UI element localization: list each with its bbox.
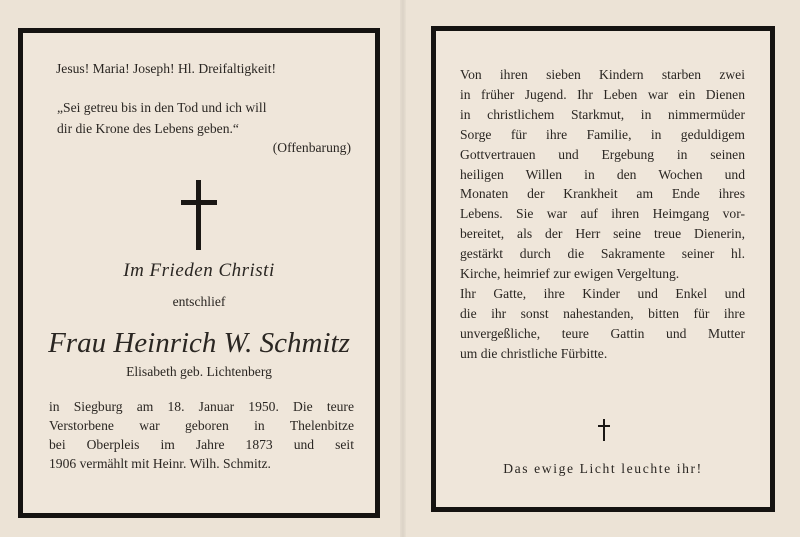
page-fold [400, 0, 406, 537]
life-line: gestärkt durch die Sakramente seiner hl. [460, 246, 745, 262]
life-line: unvergeßliche, teure Gattin und Mutter [460, 325, 745, 341]
closing-prayer: Das ewige Licht leuchte ihr! [503, 461, 703, 476]
life-line: Lebens. Sie war auf ihren Heimgang vor- [460, 206, 745, 222]
biography-paragraph [49, 397, 354, 473]
life-line: in früher Jugend. Ihr Leben war ein Dienen [460, 86, 745, 102]
quote-source: (Offenbarung) [272, 140, 351, 155]
life-line: Von ihren sieben Kindern starben zwei [460, 67, 745, 82]
died-word: entschlief [172, 294, 226, 309]
life-line: die ihr sonst nahestanden, bitten für ihre [460, 305, 745, 321]
life-line: Sorge für ihre Familie, in geduldigem [460, 126, 745, 142]
cross-icon [181, 180, 217, 250]
life-line: Gottvertrauen und Ergebung in seinen [460, 146, 745, 162]
life-line: um die christliche Fürbitte. [460, 345, 608, 361]
life-line: Kirche, heimrief zur ewigen Vergeltung. [460, 266, 680, 282]
right-card [431, 26, 775, 512]
life-line: bereitet, als der Herr seine treue Dienerin, [460, 226, 745, 242]
invocation: Jesus! Maria! Joseph! Hl. Dreifaltigkeit! [56, 61, 277, 76]
biography-line: bei Oberpleis im Jahre 1873 und seit [49, 437, 354, 452]
quote-line: „Sei getreu bis in den Tod und ich will [57, 100, 267, 115]
biography-line: Verstorbene war geboren in Thelenbitze [49, 418, 354, 433]
life-line: Ihr Gatte, ihre Kinder und Enkel und [460, 285, 745, 301]
bible-quote [57, 97, 347, 139]
life-line: in christlichem Starkmut, in nimmermüder [460, 106, 745, 122]
birth-name: Elisabeth geb. Lichtenberg [126, 364, 272, 379]
quote-line: dir die Krone des Lebens geben.“ [57, 121, 239, 136]
deceased-name: Frau Heinrich W. Schmitz [48, 327, 350, 359]
left-card [18, 28, 380, 518]
biography-line: in Siegburg am 18. Januar 1950. Die teure [49, 399, 354, 414]
small-cross-icon [598, 419, 610, 441]
life-paragraph [460, 65, 745, 364]
life-line: Monaten der Krankheit am Ende ihres [460, 186, 745, 202]
life-line: heiligen Willen in den Wochen und [460, 166, 745, 182]
peace-heading: Im Frieden Christi [123, 260, 275, 281]
biography-line: 1906 vermählt mit Heinr. Wilh. Schmitz. [49, 456, 271, 471]
